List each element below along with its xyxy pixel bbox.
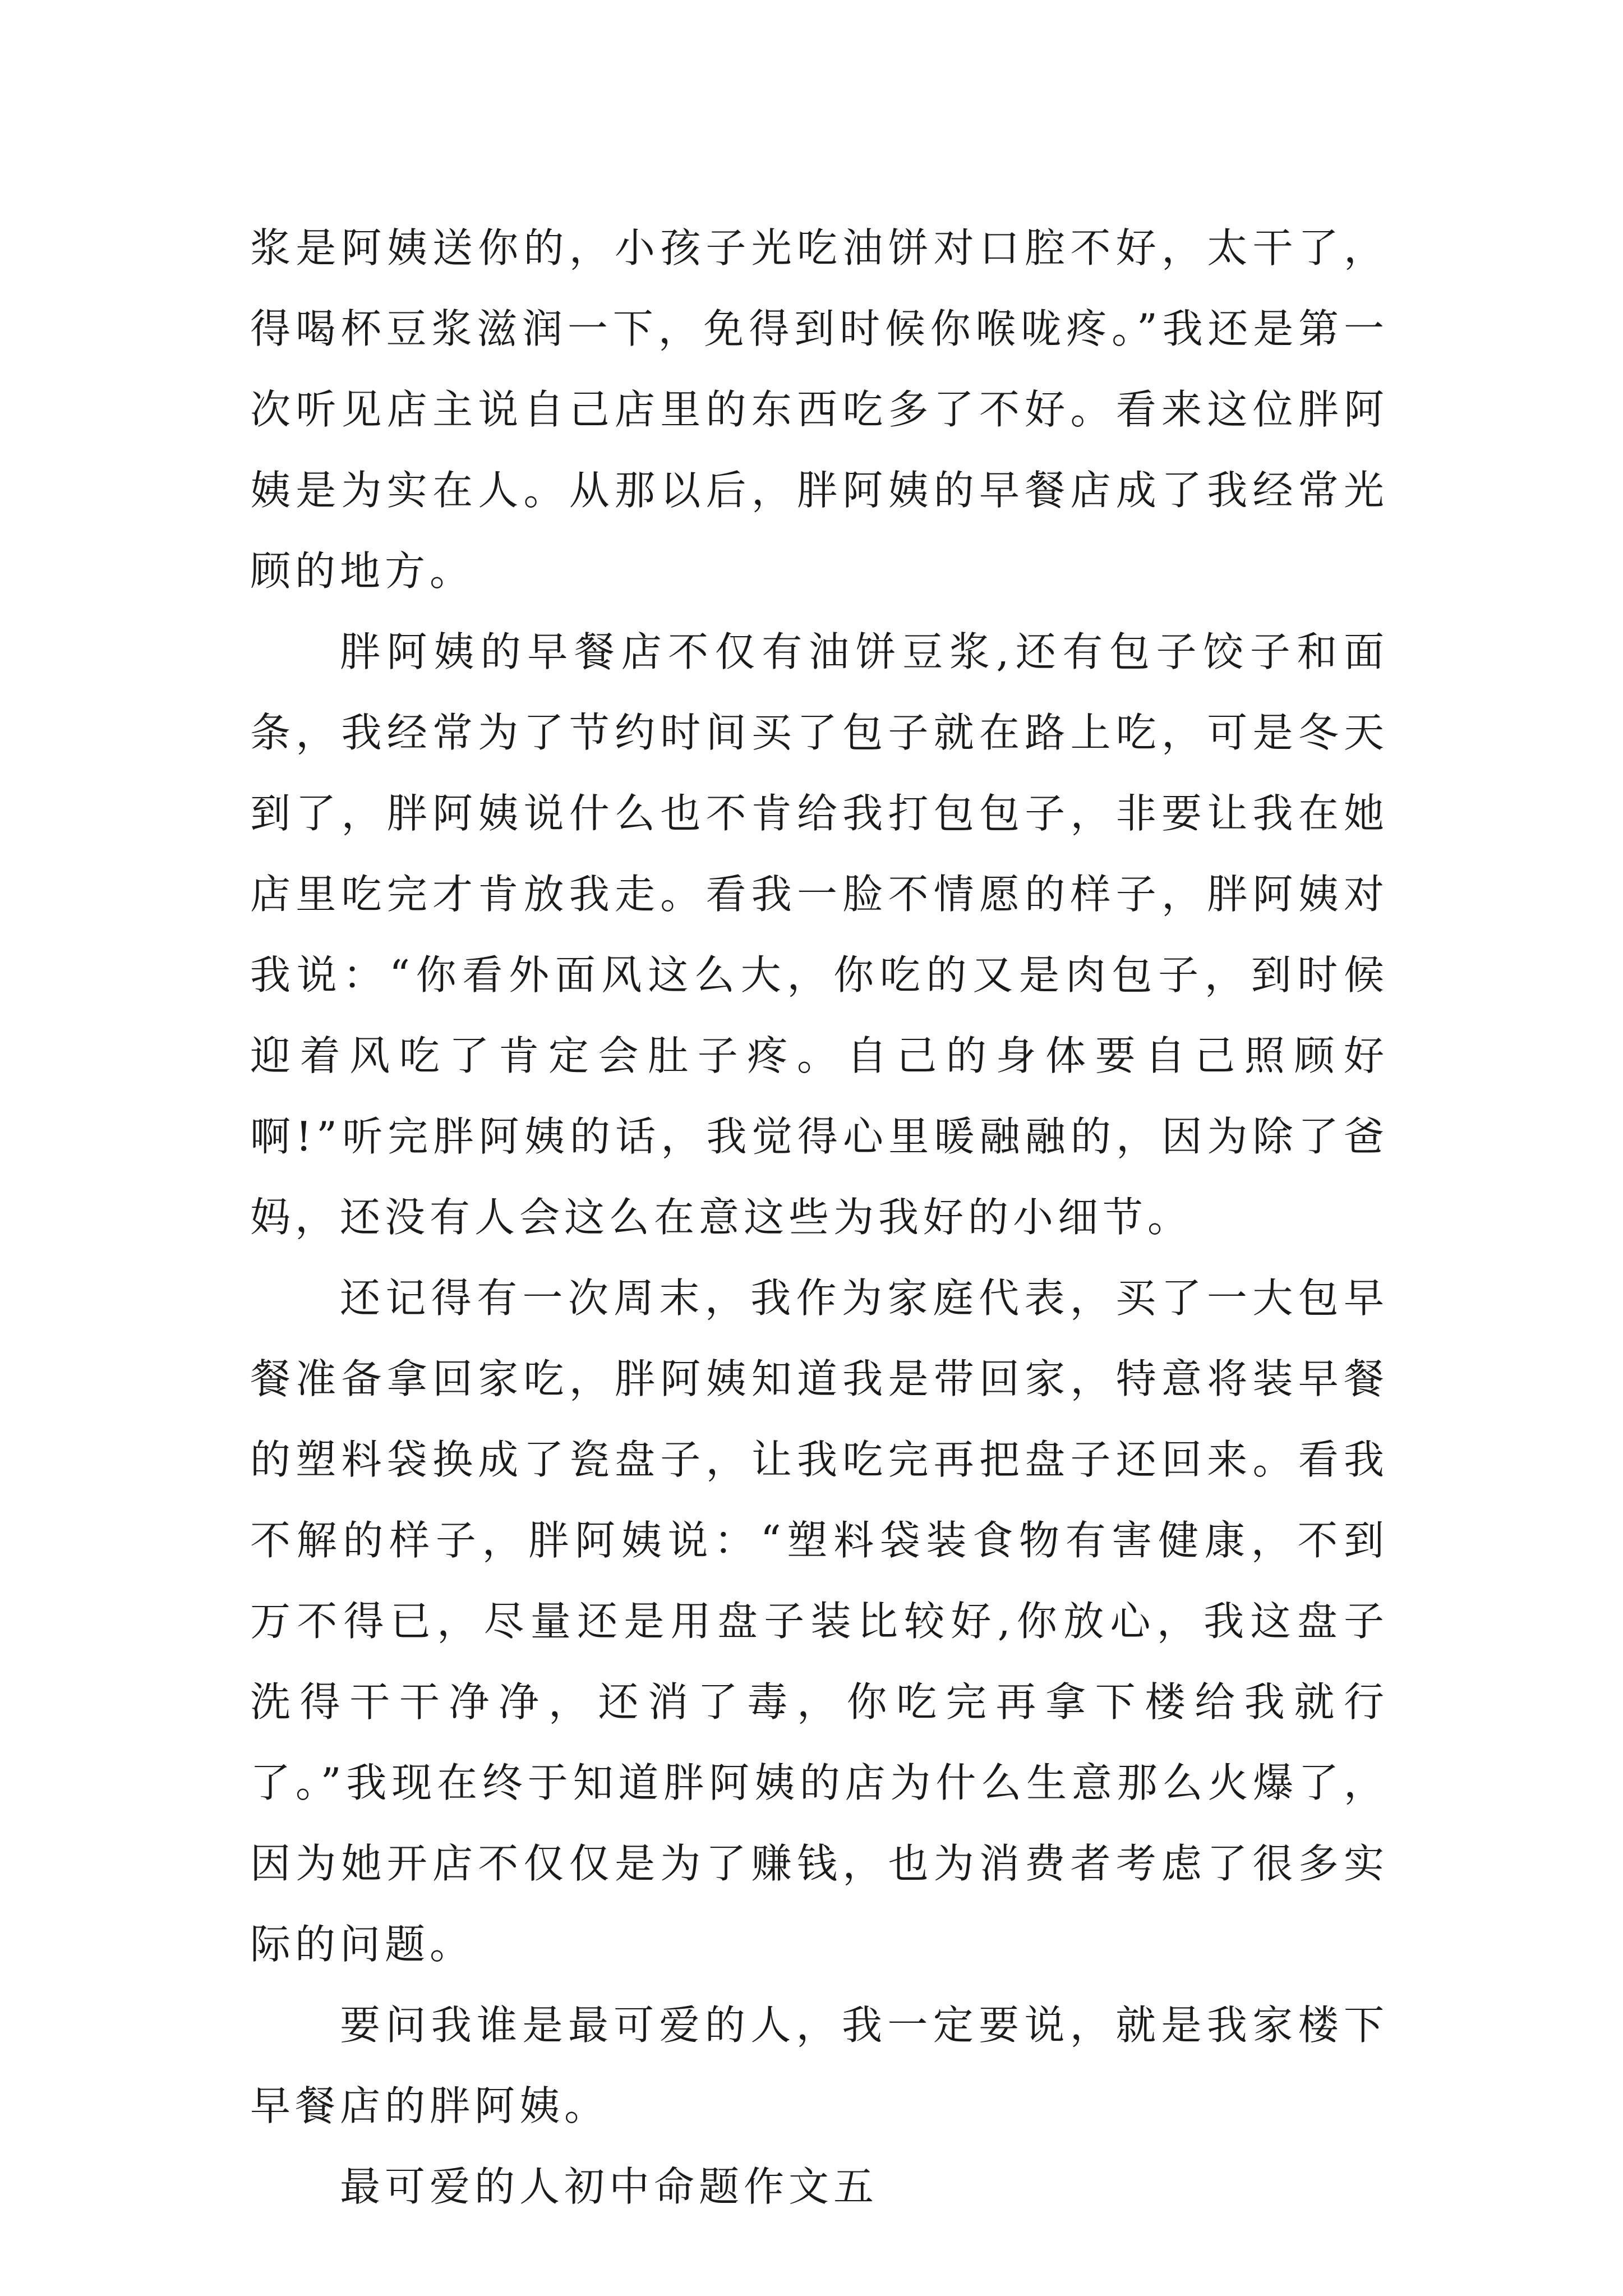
essay-body [250,208,1389,2227]
paragraph-breakfast-shop: 胖阿姨的早餐店不仅有油饼豆浆,还有包子饺子和面条，我经常为了节约时间买了包子就在路上吃，可是冬天到了，胖阿姨说什么也不肯给我打包包子，非要让我在她店里吃完才肯放我走。看我一脸不情愿的样子，胖阿姨对我说：“你看外面风这么大，你吃的又是肉包子，到时候迎着风吃了肯定会肚子疼。自己的身体要自己照顾好啊!”听完胖阿姨的话，我觉得心里暖融融的，因为除了爸妈，还没有人会这么在意这些为我好的小细节。 [250,628,1389,1241]
paragraph-weekend: 还记得有一次周末，我作为家庭代表，买了一大包早餐准备拿回家吃，胖阿姨知道我是带回家，特意将装早餐的塑料袋换成了瓷盘子，让我吃完再把盘子还回来。看我不解的样子，胖阿姨说：“塑料袋装食物有害健康，不到万不得已，尽量还是用盘子装比较好,你放心，我这盘子洗得干干净净，还消了毒，你吃完再拿下楼给我就行了。”我现在终于知道胖阿姨的店为什么生意那么火爆了，因为她开店不仅仅是为了赚钱，也为消费者考虑了很多实际的问题。 [250,1274,1389,1968]
paragraph-continuation: 浆是阿姨送你的，小孩子光吃油饼对口腔不好，太干了，得喝杯豆浆滋润一下，免得到时候你喉咙疼。”我还是第一次听见店主说自己店里的东西吃多了不好。看来这位胖阿姨是为实在人。从那以后，胖阿姨的早餐店成了我经常光顾的地方。 [250,224,1389,595]
paragraph-conclusion: 要问我谁是最可爱的人，我一定要说，就是我家楼下早餐店的胖阿姨。 [250,2001,1389,2129]
section-heading: 最可爱的人初中命题作文五 [340,2163,879,2210]
